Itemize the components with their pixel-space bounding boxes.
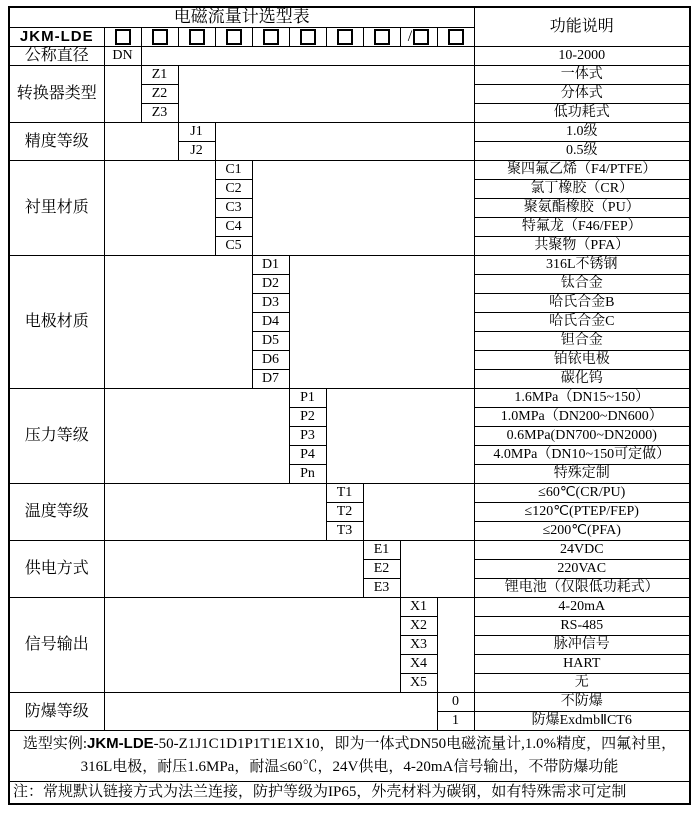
filler-cell [141,47,474,66]
note-text: 注：常规默认链接方式为法兰连接，防护等级为IP65，外壳材料为碳钢，如有特殊需求可定制 [9,781,690,804]
code-cell: X4 [400,655,437,674]
checkbox-icon [300,29,316,45]
filler-cell [252,161,474,256]
filler-cell [178,66,474,123]
desc-cell: 0.5级 [474,142,690,161]
filler-cell [104,541,363,598]
code-cell: J2 [178,142,215,161]
code-cell: Z2 [141,85,178,104]
code-cell: DN [104,47,141,66]
section-label-diameter: 公称直径 [9,47,104,66]
code-cell: Z3 [141,104,178,123]
checkbox-icon [413,29,429,45]
desc-cell: 一体式 [474,66,690,85]
desc-cell: 氯丁橡胶（CR） [474,180,690,199]
checkbox-icon [337,29,353,45]
code-cell: 1 [437,712,474,731]
example-text: -50-Z1J1C1D1P1T1E1X10，即为一体式DN50电磁流量计,1.0%精度，四氟衬里，316L电极，耐压1.6MPa，耐温≤60℃，24V供电，4-20mA信号输出，不带防爆功能 [80,736,677,776]
desc-cell: 哈氏合金C [474,313,690,332]
filler-cell [363,484,474,541]
model-checkbox-cell [363,28,400,47]
desc-cell: 钛合金 [474,275,690,294]
model-checkbox-cell [215,28,252,47]
model-checkbox-cell [104,28,141,47]
code-cell: 0 [437,693,474,712]
section-label-accuracy: 精度等级 [9,123,104,161]
filler-cell [326,389,474,484]
desc-cell: 防爆ExdmbⅡCT6 [474,712,690,731]
desc-cell: 10-2000 [474,47,690,66]
checkbox-icon [226,29,242,45]
desc-cell: 碳化钨 [474,370,690,389]
checkbox-icon [263,29,279,45]
code-cell: E1 [363,541,400,560]
code-cell: T1 [326,484,363,503]
desc-cell: 铂铱电极 [474,351,690,370]
checkbox-icon [152,29,168,45]
code-cell: P2 [289,408,326,427]
code-cell: C5 [215,237,252,256]
code-cell: J1 [178,123,215,142]
model-checkbox-cell [289,28,326,47]
desc-cell: 不防爆 [474,693,690,712]
desc-cell: ≤60℃(CR/PU) [474,484,690,503]
slash-mark: / [407,28,413,46]
model-checkbox-cell-slash [400,28,437,47]
model-checkbox-cell [178,28,215,47]
filler-cell [437,598,474,693]
section-label-power: 供电方式 [9,541,104,598]
desc-cell: 脉冲信号 [474,636,690,655]
selection-example [9,731,690,782]
desc-cell: 1.0级 [474,123,690,142]
code-cell: P4 [289,446,326,465]
code-cell: D5 [252,332,289,351]
desc-cell: 1.0MPa（DN200~DN600） [474,408,690,427]
code-cell: Pn [289,465,326,484]
code-cell: D4 [252,313,289,332]
filler-cell [400,541,474,598]
example-model: JKM-LDE [87,735,154,752]
desc-cell: 共聚物（PFA） [474,237,690,256]
desc-cell: 24VDC [474,541,690,560]
desc-cell: 聚氨酯橡胶（PU） [474,199,690,218]
code-cell: X2 [400,617,437,636]
filler-cell [104,256,252,389]
model-checkbox-cell [141,28,178,47]
code-cell: C4 [215,218,252,237]
selection-table [8,6,691,805]
code-cell: C2 [215,180,252,199]
code-cell: P3 [289,427,326,446]
code-cell: C3 [215,199,252,218]
checkbox-icon [189,29,205,45]
desc-cell: 0.6MPa(DN700~DN2000) [474,427,690,446]
section-label-explosionproof: 防爆等级 [9,693,104,731]
filler-cell [104,66,141,123]
model-prefix: JKM-LDE [9,28,104,47]
section-label-temperature: 温度等级 [9,484,104,541]
code-cell: T3 [326,522,363,541]
model-checkbox-cell [326,28,363,47]
filler-cell [104,484,326,541]
code-cell: X5 [400,674,437,693]
code-cell: X1 [400,598,437,617]
code-cell: C1 [215,161,252,180]
desc-cell: 4.0MPa（DN10~150可定做） [474,446,690,465]
function-header: 功能说明 [474,7,690,47]
code-cell: D7 [252,370,289,389]
desc-cell: 1.6MPa（DN15~150） [474,389,690,408]
model-checkbox-cell [437,28,474,47]
code-cell: X3 [400,636,437,655]
desc-cell: 聚四氟乙烯（F4/PTFE） [474,161,690,180]
desc-cell: ≤200℃(PFA) [474,522,690,541]
filler-cell [104,693,437,731]
desc-cell: 低功耗式 [474,104,690,123]
section-label-signal: 信号输出 [9,598,104,693]
filler-cell [289,256,474,389]
code-cell: D3 [252,294,289,313]
filler-cell [104,161,215,256]
desc-cell: 特氟龙（F46/FEP） [474,218,690,237]
filler-cell [104,123,178,161]
desc-cell: 316L不锈钢 [474,256,690,275]
code-cell: D6 [252,351,289,370]
desc-cell: 分体式 [474,85,690,104]
model-checkbox-cell [252,28,289,47]
code-cell: T2 [326,503,363,522]
desc-cell: 4-20mA [474,598,690,617]
code-cell: Z1 [141,66,178,85]
section-label-lining: 衬里材质 [9,161,104,256]
section-label-electrode: 电极材质 [9,256,104,389]
desc-cell: 哈氏合金B [474,294,690,313]
checkbox-icon [374,29,390,45]
filler-cell [104,598,400,693]
desc-cell: 锂电池（仅限低功耗式） [474,579,690,598]
example-lead: 选型实例: [22,736,87,752]
code-cell: D1 [252,256,289,275]
filler-cell [215,123,474,161]
desc-cell: HART [474,655,690,674]
section-label-pressure: 压力等级 [9,389,104,484]
desc-cell: 无 [474,674,690,693]
desc-cell: ≤120℃(PTEP/FEP) [474,503,690,522]
desc-cell: 220VAC [474,560,690,579]
checkbox-icon [115,29,131,45]
desc-cell: 特殊定制 [474,465,690,484]
desc-cell: 钽合金 [474,332,690,351]
table-title: 电磁流量计选型表 [9,7,474,28]
desc-cell: RS-485 [474,617,690,636]
filler-cell [104,389,289,484]
code-cell: E3 [363,579,400,598]
section-label-converter: 转换器类型 [9,66,104,123]
code-cell: E2 [363,560,400,579]
checkbox-icon [448,29,464,45]
code-cell: D2 [252,275,289,294]
code-cell: P1 [289,389,326,408]
